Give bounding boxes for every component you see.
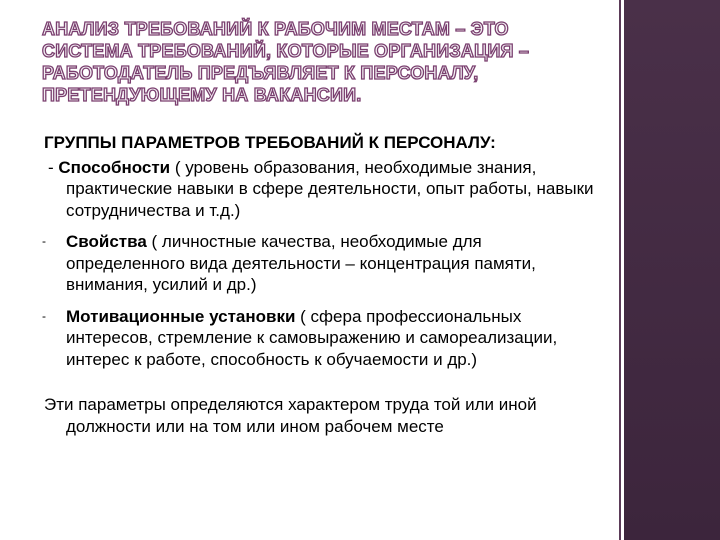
- closing-paragraph: Эти параметры определяются характером труда той или иной должности или на том или ином рабочем месте: [44, 395, 537, 436]
- list-item-abilities: [44, 157, 604, 222]
- list-item-term: Способности: [58, 157, 171, 177]
- list-bullet: -: [42, 308, 46, 323]
- list-item-text: ( личностные качества, необходимые для определенного вида деятельности – концентрация памяти, внимания, усилий и др.): [66, 232, 536, 294]
- section-heading: ГРУППЫ ПАРАМЕТРОВ ТРЕБОВАНИЙ К ПЕРСОНАЛУ:: [44, 133, 496, 152]
- slide-body: [44, 132, 604, 437]
- list-item-text: ( сфера профессиональных интересов, стремление к самовыражению и самореализации, интерес к работе, способность к обучаемости и др.): [66, 306, 558, 369]
- sidebar-divider: [619, 0, 621, 540]
- list-item-text: ( уровень образования, необходимые знания, практические навыки в сфере деятельности, опыт работы, навыки сотрудничества и т.д.): [66, 157, 594, 220]
- list-item-term: Свойства: [66, 232, 147, 251]
- list-bullet: -: [42, 234, 46, 248]
- list-bullet: -: [48, 157, 54, 177]
- slide-title: АНАЛИЗ ТРЕБОВАНИЙ К РАБОЧИМ МЕСТАМ – ЭТО СИСТЕМА ТРЕБОВАНИЙ, КОТОРЫЕ ОРГАНИЗАЦИЯ – РАБОТОДАТЕЛЬ ПРЕДЪЯВЛЯЕТ К ПЕРСОНАЛУ, ПРЕТЕНДУЮЩЕМУ НА ВАКАНСИИ.: [42, 19, 530, 105]
- sidebar-decoration: [624, 0, 720, 540]
- list-item-properties: [44, 231, 604, 296]
- list-item-term: Мотивационные установки: [66, 306, 296, 326]
- list-item-motivation: [44, 306, 604, 371]
